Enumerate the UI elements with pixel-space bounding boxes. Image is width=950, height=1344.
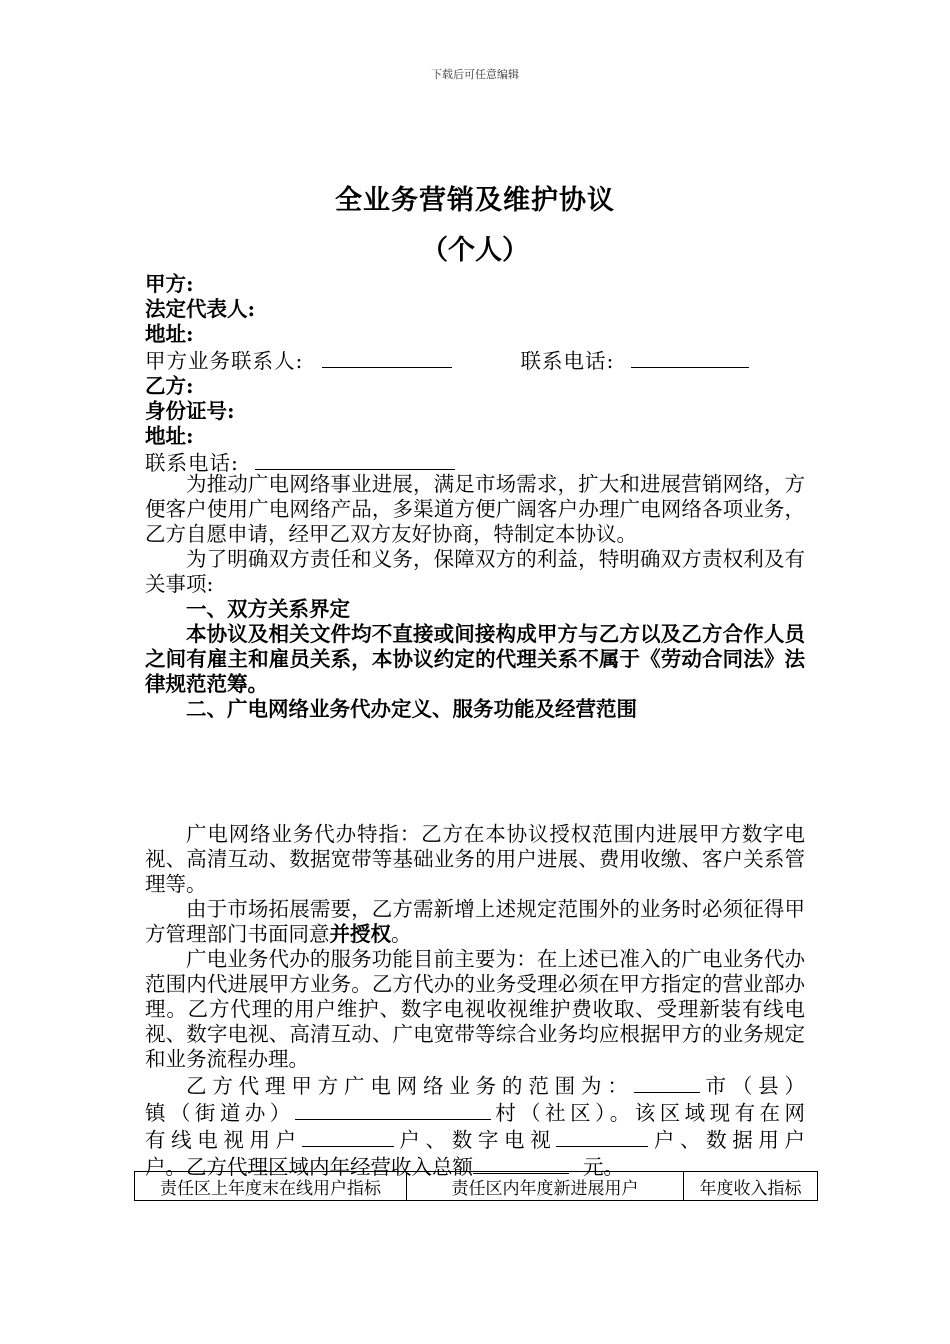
scope-revenue-label: 户。乙方代理区域内年经营收入总额 (145, 1155, 473, 1179)
town-blank (295, 1099, 491, 1120)
section-1-body: 本协议及相关文件均不直接或间接构成甲方与乙方以及乙方合作人员之间有雇主和雇员关系，本协议约定的代理关系不属于《劳动合同法》法律规范范筹。 (145, 622, 805, 696)
city-blank (634, 1072, 700, 1093)
scope-intro: 乙方代理甲方广电网络业务的范围为： (186, 1074, 634, 1098)
table-header-cell: 责任区内年度新进展用户 (407, 1172, 684, 1201)
party-a-label: 甲方: (145, 272, 194, 296)
indicator-table (134, 1171, 818, 1201)
intro-paragraph-2: 为了明确双方责任和义务，保障双方的利益，特明确双方责权利及有关事项: (145, 547, 805, 596)
cable-users-blank (302, 1126, 394, 1147)
scope-village-label: 村（社区）。该区域现有在网 (490, 1101, 806, 1125)
document-subtitle: （个人） (421, 235, 529, 266)
section-2-paragraph-2-text: 由于市场拓展需要，乙方需新增上述规定范围外的业务时必须征得甲方管理部门书面同意 (145, 897, 805, 946)
party-b-label: 乙方: (145, 374, 194, 398)
table-row (135, 1172, 818, 1201)
scope-yuan-label: 元。 (583, 1155, 624, 1179)
section-2-paragraph-2 (145, 897, 805, 947)
section-2-heading: 二、广电网络业务代办定义、服务功能及经营范围 (186, 697, 637, 721)
section-2-paragraph-2-end: 。 (391, 922, 412, 946)
phone-a-blank (631, 347, 749, 368)
scope-line-3 (145, 1126, 805, 1153)
table-header-cell: 年度收入指标 (684, 1172, 818, 1201)
document-title: 全业务营销及维护协议 (335, 185, 615, 216)
legal-rep-label: 法定代表人: (145, 297, 256, 321)
scope-data-label: 户、数据用户 (648, 1128, 806, 1152)
scope-digital-label: 户、数字电视 (393, 1128, 557, 1152)
scope-cable-label: 有线电视用户 (145, 1128, 302, 1152)
intro-paragraph-1: 为推动广电网络事业进展，满足市场需求，扩大和进展营销网络，方便客户使用广电网络产品，多渠道方便广阔客户办理广电网络各项业务，乙方自愿申请，经甲乙双方友好协商，特制定本协议。 (145, 472, 805, 546)
contact-a-row (145, 347, 805, 374)
header-note: 下载后可任意编辑 (431, 68, 519, 81)
section-2-paragraph-3: 广电业务代办的服务功能目前主要为：在上述已准入的广电业务代办范围内代进展甲方业务。乙方代办的业务受理必须在甲方指定的营业部办理。乙方代理的用户维护、数字电视收视维护费收取、受理新装有线电视、数字电视、高清互动、广电宽带等综合业务均应根据甲方的业务规定和业务流程办理。 (145, 947, 805, 1071)
phone-b-label: 联系电话: (145, 451, 239, 475)
contact-a-label: 甲方业务联系人: (145, 349, 304, 373)
scope-line-2 (145, 1099, 805, 1126)
scope-town-label: 镇（街道办） (145, 1101, 295, 1125)
scope-line-1 (145, 1072, 805, 1099)
intro-block (145, 472, 805, 722)
contact-a-blank (322, 347, 452, 368)
digital-users-blank (556, 1126, 648, 1147)
address-a-label: 地址: (145, 322, 194, 346)
address-b-label: 地址: (145, 424, 194, 448)
scope-city-label: 市（县） (699, 1074, 806, 1098)
section-2-body (145, 822, 805, 1180)
phone-b-blank (255, 449, 455, 470)
authorization-emphasis: 并授权 (329, 922, 391, 946)
table-header-cell: 责任区上年度末在线用户指标 (135, 1172, 407, 1201)
section-1-heading: 一、双方关系界定 (186, 597, 350, 621)
parties-block (145, 272, 805, 476)
section-2-paragraph-1: 广电网络业务代办特指：乙方在本协议授权范围内进展甲方数字电视、高清互动、数据宽带等基础业务的用户进展、费用收缴、客户关系管理等。 (145, 822, 805, 896)
id-no-label: 身份证号: (145, 399, 235, 423)
phone-a-label: 联系电话: (520, 349, 615, 373)
